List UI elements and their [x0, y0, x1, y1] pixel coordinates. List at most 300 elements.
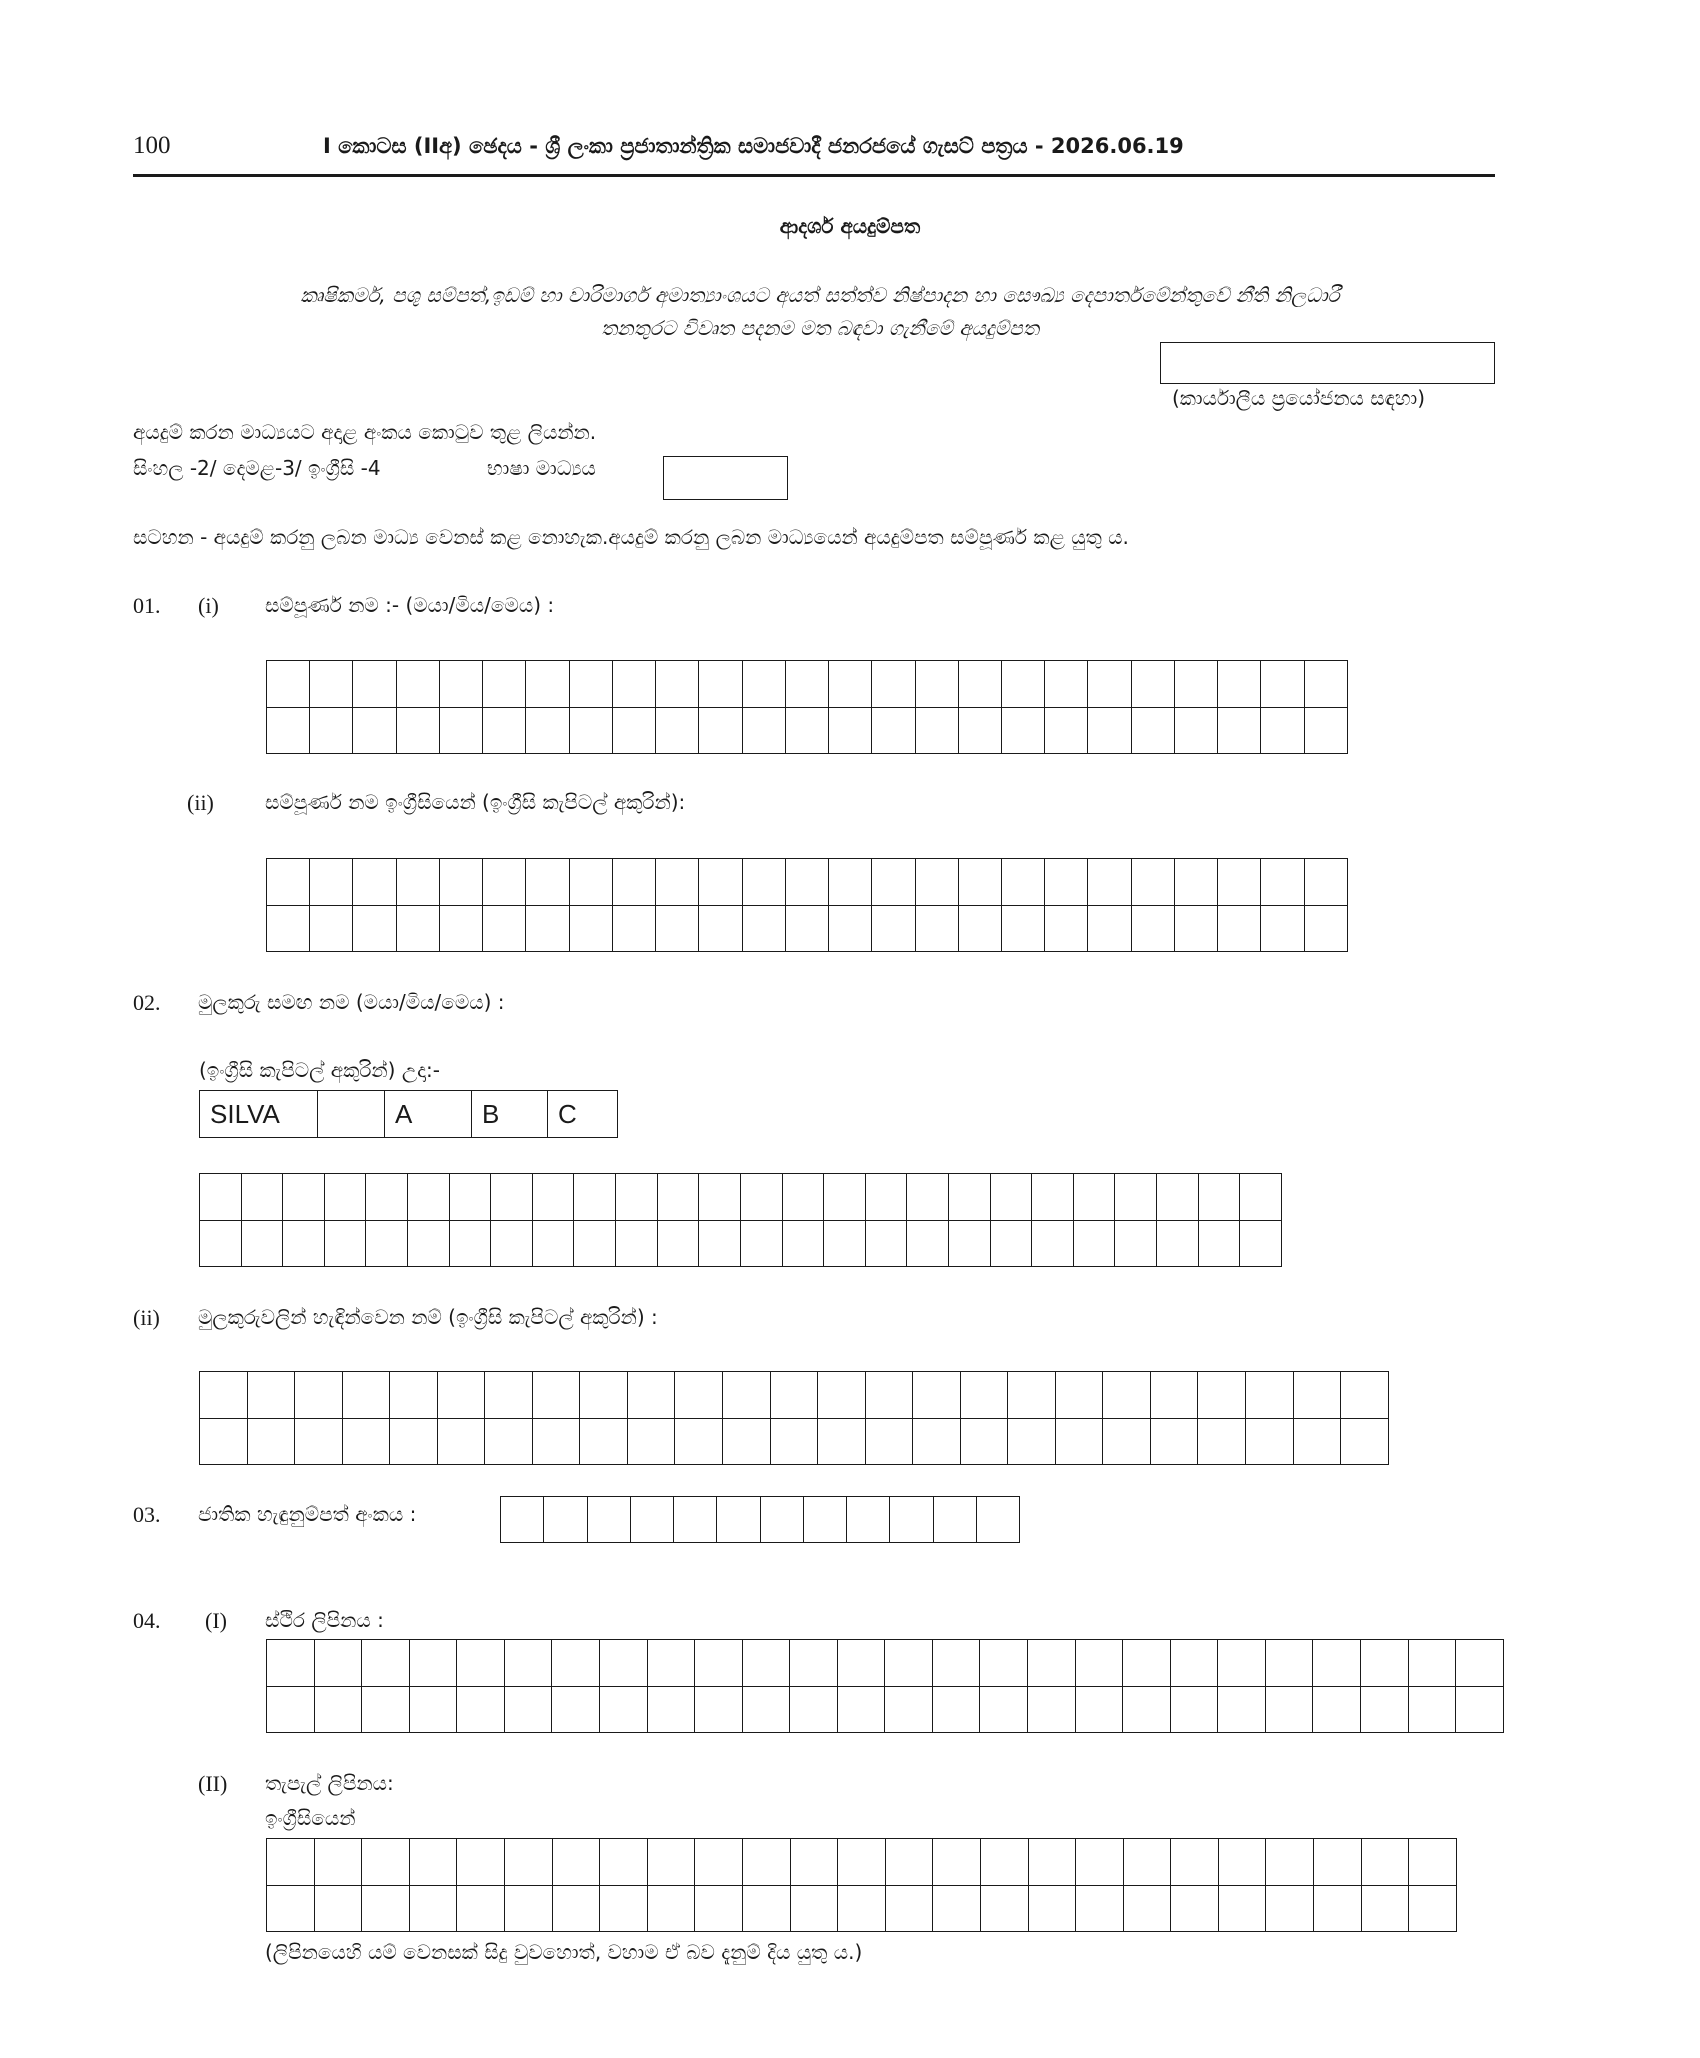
grid-cell[interactable] — [1261, 859, 1304, 906]
grid-cell[interactable] — [948, 1220, 990, 1267]
grid-cell[interactable] — [504, 1686, 552, 1733]
grid-cell[interactable] — [976, 1497, 1019, 1543]
grid-cell[interactable] — [990, 1174, 1032, 1221]
grid-cell[interactable] — [485, 1372, 533, 1419]
grid-cell[interactable] — [1115, 1220, 1157, 1267]
grid-cell[interactable] — [449, 1174, 491, 1221]
grid-cell[interactable] — [699, 859, 742, 906]
grid-cell[interactable] — [1103, 1372, 1151, 1419]
grid-cell[interactable] — [1088, 905, 1131, 952]
grid-cell[interactable] — [872, 707, 915, 754]
grid-cell[interactable] — [267, 1686, 315, 1733]
full-name-english-grid[interactable] — [266, 858, 1348, 952]
grid-cell[interactable] — [485, 1418, 533, 1465]
grid-cell[interactable] — [569, 661, 612, 708]
grid-cell[interactable] — [552, 1640, 600, 1687]
grid-cell[interactable] — [1131, 859, 1174, 906]
grid-cell[interactable] — [612, 859, 655, 906]
grid-cell[interactable] — [790, 1686, 838, 1733]
grid-cell[interactable] — [457, 1640, 505, 1687]
grid-cell[interactable] — [612, 707, 655, 754]
grid-cell[interactable] — [449, 1220, 491, 1267]
grid-cell[interactable] — [1032, 1220, 1074, 1267]
grid-cell[interactable] — [267, 905, 310, 952]
grid-cell[interactable] — [872, 859, 915, 906]
grid-cell[interactable] — [1028, 1885, 1076, 1932]
grid-cell[interactable] — [1246, 1372, 1294, 1419]
grid-cell[interactable] — [1361, 1839, 1409, 1886]
grid-cell[interactable] — [872, 905, 915, 952]
grid-cell[interactable] — [1341, 1418, 1389, 1465]
grid-cell[interactable] — [501, 1497, 544, 1543]
grid-cell[interactable] — [353, 859, 396, 906]
grid-cell[interactable] — [552, 1839, 600, 1886]
grid-cell[interactable] — [1001, 707, 1044, 754]
grid-cell[interactable] — [1075, 1640, 1123, 1687]
grid-cell[interactable] — [699, 905, 742, 952]
grid-cell[interactable] — [483, 707, 526, 754]
grid-cell[interactable] — [247, 1372, 295, 1419]
grid-cell[interactable] — [390, 1372, 438, 1419]
grid-cell[interactable] — [790, 1839, 838, 1886]
grid-cell[interactable] — [1174, 661, 1217, 708]
grid-cell[interactable] — [483, 905, 526, 952]
grid-cell[interactable] — [600, 1885, 648, 1932]
grid-cell[interactable] — [437, 1418, 485, 1465]
grid-cell[interactable] — [837, 1686, 885, 1733]
grid-cell[interactable] — [948, 1174, 990, 1221]
nic-number-grid[interactable] — [500, 1496, 1020, 1543]
grid-cell[interactable] — [1131, 661, 1174, 708]
grid-cell[interactable] — [580, 1372, 628, 1419]
grid-cell[interactable] — [1408, 1640, 1456, 1687]
grid-cell[interactable] — [1198, 1418, 1246, 1465]
grid-cell[interactable] — [1055, 1372, 1103, 1419]
grid-cell[interactable] — [310, 859, 353, 906]
grid-cell[interactable] — [1293, 1372, 1341, 1419]
grid-cell[interactable] — [457, 1839, 505, 1886]
grid-cell[interactable] — [1218, 1839, 1266, 1886]
grid-cell[interactable] — [907, 1174, 949, 1221]
grid-cell[interactable] — [390, 1418, 438, 1465]
grid-cell[interactable] — [695, 1640, 743, 1687]
grid-cell[interactable] — [1265, 1686, 1313, 1733]
grid-cell[interactable] — [342, 1418, 390, 1465]
grid-cell[interactable] — [1304, 859, 1347, 906]
grid-cell[interactable] — [362, 1885, 410, 1932]
grid-cell[interactable] — [785, 707, 828, 754]
grid-cell[interactable] — [1360, 1686, 1408, 1733]
grid-cell[interactable] — [314, 1640, 362, 1687]
grid-cell[interactable] — [1198, 1174, 1240, 1221]
grid-cell[interactable] — [782, 1220, 824, 1267]
grid-cell[interactable] — [353, 905, 396, 952]
grid-cell[interactable] — [409, 1839, 457, 1886]
grid-cell[interactable] — [1360, 1640, 1408, 1687]
grid-cell[interactable] — [200, 1174, 242, 1221]
grid-cell[interactable] — [742, 859, 785, 906]
grid-cell[interactable] — [675, 1372, 723, 1419]
grid-cell[interactable] — [829, 661, 872, 708]
grid-cell[interactable] — [675, 1418, 723, 1465]
grid-cell[interactable] — [699, 707, 742, 754]
grid-cell[interactable] — [824, 1174, 866, 1221]
grid-cell[interactable] — [1304, 905, 1347, 952]
grid-cell[interactable] — [1171, 1885, 1219, 1932]
grid-cell[interactable] — [647, 1686, 695, 1733]
grid-cell[interactable] — [409, 1640, 457, 1687]
grid-cell[interactable] — [504, 1640, 552, 1687]
grid-cell[interactable] — [396, 707, 439, 754]
grid-cell[interactable] — [890, 1497, 933, 1543]
grid-cell[interactable] — [1409, 1885, 1457, 1932]
grid-cell[interactable] — [1456, 1640, 1504, 1687]
grid-cell[interactable] — [599, 1640, 647, 1687]
grid-cell[interactable] — [958, 905, 1001, 952]
grid-cell[interactable] — [782, 1174, 824, 1221]
grid-cell[interactable] — [599, 1686, 647, 1733]
grid-cell[interactable] — [1055, 1418, 1103, 1465]
grid-cell[interactable] — [647, 1839, 695, 1886]
grid-cell[interactable] — [569, 905, 612, 952]
grid-cell[interactable] — [1123, 1885, 1171, 1932]
grid-cell[interactable] — [885, 1839, 933, 1886]
grid-cell[interactable] — [785, 859, 828, 906]
grid-cell[interactable] — [574, 1174, 616, 1221]
grid-cell[interactable] — [552, 1885, 600, 1932]
grid-cell[interactable] — [1313, 1686, 1361, 1733]
grid-cell[interactable] — [1131, 905, 1174, 952]
grid-cell[interactable] — [742, 661, 785, 708]
grid-cell[interactable] — [885, 1885, 933, 1932]
grid-cell[interactable] — [915, 707, 958, 754]
grid-cell[interactable] — [760, 1497, 803, 1543]
grid-cell[interactable] — [362, 1839, 410, 1886]
grid-cell[interactable] — [1028, 1839, 1076, 1886]
grid-cell[interactable] — [933, 1885, 981, 1932]
grid-cell[interactable] — [1088, 661, 1131, 708]
grid-cell[interactable] — [439, 661, 482, 708]
grid-cell[interactable] — [933, 1839, 981, 1886]
grid-cell[interactable] — [1314, 1885, 1362, 1932]
grid-cell[interactable] — [1174, 859, 1217, 906]
grid-cell[interactable] — [1150, 1372, 1198, 1419]
grid-cell[interactable] — [885, 1640, 933, 1687]
grid-cell[interactable] — [1218, 905, 1261, 952]
grid-cell[interactable] — [1088, 707, 1131, 754]
grid-cell[interactable] — [980, 1839, 1028, 1886]
grid-cell[interactable] — [838, 1885, 886, 1932]
grid-cell[interactable] — [552, 1686, 600, 1733]
grid-cell[interactable] — [1001, 661, 1044, 708]
grid-cell[interactable] — [314, 1686, 362, 1733]
grid-cell[interactable] — [1408, 1686, 1456, 1733]
grid-cell[interactable] — [569, 707, 612, 754]
grid-cell[interactable] — [1075, 1686, 1123, 1733]
grid-cell[interactable] — [544, 1497, 587, 1543]
full-name-sinhala-grid[interactable] — [266, 660, 1348, 754]
grid-cell[interactable] — [1261, 905, 1304, 952]
grid-cell[interactable] — [580, 1418, 628, 1465]
grid-cell[interactable] — [1313, 1640, 1361, 1687]
grid-cell[interactable] — [865, 1174, 907, 1221]
grid-cell[interactable] — [980, 1885, 1028, 1932]
grid-cell[interactable] — [439, 859, 482, 906]
grid-cell[interactable] — [1304, 707, 1347, 754]
grid-cell[interactable] — [980, 1686, 1028, 1733]
grid-cell[interactable] — [1240, 1220, 1282, 1267]
grid-cell[interactable] — [740, 1220, 782, 1267]
grid-cell[interactable] — [695, 1686, 743, 1733]
grid-cell[interactable] — [267, 1885, 315, 1932]
grid-cell[interactable] — [1157, 1174, 1199, 1221]
grid-cell[interactable] — [695, 1839, 743, 1886]
grid-cell[interactable] — [1240, 1174, 1282, 1221]
grid-cell[interactable] — [818, 1372, 866, 1419]
grid-cell[interactable] — [504, 1839, 552, 1886]
grid-cell[interactable] — [790, 1885, 838, 1932]
grid-cell[interactable] — [1218, 707, 1261, 754]
grid-cell[interactable] — [267, 1640, 315, 1687]
grid-cell[interactable] — [491, 1220, 533, 1267]
grid-cell[interactable] — [295, 1418, 343, 1465]
grid-cell[interactable] — [1076, 1885, 1124, 1932]
grid-cell[interactable] — [408, 1220, 450, 1267]
grid-cell[interactable] — [837, 1640, 885, 1687]
grid-cell[interactable] — [1304, 661, 1347, 708]
grid-cell[interactable] — [1170, 1686, 1218, 1733]
grid-cell[interactable] — [491, 1174, 533, 1221]
grid-cell[interactable] — [1218, 1686, 1266, 1733]
grid-cell[interactable] — [200, 1418, 248, 1465]
grid-cell[interactable] — [829, 707, 872, 754]
grid-cell[interactable] — [439, 707, 482, 754]
grid-cell[interactable] — [396, 859, 439, 906]
grid-cell[interactable] — [1088, 859, 1131, 906]
grid-cell[interactable] — [616, 1174, 658, 1221]
grid-cell[interactable] — [483, 859, 526, 906]
grid-cell[interactable] — [932, 1686, 980, 1733]
grid-cell[interactable] — [1123, 1839, 1171, 1886]
permanent-address-grid[interactable] — [266, 1639, 1504, 1733]
grid-cell[interactable] — [587, 1497, 630, 1543]
grid-cell[interactable] — [532, 1220, 574, 1267]
grid-cell[interactable] — [200, 1372, 248, 1419]
grid-cell[interactable] — [932, 1640, 980, 1687]
grid-cell[interactable] — [324, 1220, 366, 1267]
grid-cell[interactable] — [295, 1372, 343, 1419]
grid-cell[interactable] — [1456, 1686, 1504, 1733]
postal-address-grid[interactable] — [266, 1838, 1457, 1932]
grid-cell[interactable] — [699, 1220, 741, 1267]
grid-cell[interactable] — [1045, 707, 1088, 754]
grid-cell[interactable] — [200, 1220, 242, 1267]
grid-cell[interactable] — [247, 1418, 295, 1465]
grid-cell[interactable] — [439, 905, 482, 952]
grid-cell[interactable] — [1045, 661, 1088, 708]
grid-cell[interactable] — [241, 1174, 283, 1221]
grid-cell[interactable] — [847, 1497, 890, 1543]
grid-cell[interactable] — [483, 661, 526, 708]
grid-cell[interactable] — [1341, 1372, 1389, 1419]
grid-cell[interactable] — [723, 1418, 771, 1465]
grid-cell[interactable] — [699, 1174, 741, 1221]
grid-cell[interactable] — [656, 905, 699, 952]
medium-input-box[interactable] — [663, 456, 788, 500]
grid-cell[interactable] — [366, 1174, 408, 1221]
grid-cell[interactable] — [1170, 1640, 1218, 1687]
grid-cell[interactable] — [657, 1174, 699, 1221]
grid-cell[interactable] — [569, 859, 612, 906]
grid-cell[interactable] — [1123, 1640, 1171, 1687]
grid-cell[interactable] — [1218, 859, 1261, 906]
grid-cell[interactable] — [627, 1418, 675, 1465]
grid-cell[interactable] — [695, 1885, 743, 1932]
grid-cell[interactable] — [717, 1497, 760, 1543]
grid-cell[interactable] — [396, 905, 439, 952]
grid-cell[interactable] — [865, 1220, 907, 1267]
grid-cell[interactable] — [457, 1885, 505, 1932]
grid-cell[interactable] — [310, 661, 353, 708]
grid-cell[interactable] — [574, 1220, 616, 1267]
grid-cell[interactable] — [396, 661, 439, 708]
grid-cell[interactable] — [647, 1885, 695, 1932]
name-with-initials-grid[interactable] — [199, 1173, 1282, 1267]
grid-cell[interactable] — [1261, 707, 1304, 754]
grid-cell[interactable] — [1218, 1640, 1266, 1687]
grid-cell[interactable] — [742, 1885, 790, 1932]
grid-cell[interactable] — [1001, 905, 1044, 952]
grid-cell[interactable] — [933, 1497, 976, 1543]
grid-cell[interactable] — [913, 1372, 961, 1419]
grid-cell[interactable] — [283, 1174, 325, 1221]
grid-cell[interactable] — [885, 1686, 933, 1733]
grid-cell[interactable] — [838, 1839, 886, 1886]
grid-cell[interactable] — [600, 1839, 648, 1886]
grid-cell[interactable] — [1266, 1885, 1314, 1932]
grid-cell[interactable] — [1131, 707, 1174, 754]
grid-cell[interactable] — [829, 905, 872, 952]
grid-cell[interactable] — [1198, 1220, 1240, 1267]
grid-cell[interactable] — [1032, 1174, 1074, 1221]
grid-cell[interactable] — [267, 707, 310, 754]
grid-cell[interactable] — [980, 1640, 1028, 1687]
grid-cell[interactable] — [310, 707, 353, 754]
grid-cell[interactable] — [1045, 859, 1088, 906]
grid-cell[interactable] — [526, 661, 569, 708]
grid-cell[interactable] — [1045, 905, 1088, 952]
grid-cell[interactable] — [915, 905, 958, 952]
grid-cell[interactable] — [1001, 859, 1044, 906]
grid-cell[interactable] — [627, 1372, 675, 1419]
grid-cell[interactable] — [1218, 661, 1261, 708]
grid-cell[interactable] — [1171, 1839, 1219, 1886]
grid-cell[interactable] — [740, 1174, 782, 1221]
grid-cell[interactable] — [1246, 1418, 1294, 1465]
grid-cell[interactable] — [310, 905, 353, 952]
grid-cell[interactable] — [532, 1174, 574, 1221]
grid-cell[interactable] — [1123, 1686, 1171, 1733]
grid-cell[interactable] — [1008, 1418, 1056, 1465]
grid-cell[interactable] — [742, 1839, 790, 1886]
grid-cell[interactable] — [1008, 1372, 1056, 1419]
grid-cell[interactable] — [1266, 1839, 1314, 1886]
grid-cell[interactable] — [314, 1839, 362, 1886]
grid-cell[interactable] — [1073, 1220, 1115, 1267]
grid-cell[interactable] — [1293, 1418, 1341, 1465]
grid-cell[interactable] — [353, 661, 396, 708]
grid-cell[interactable] — [785, 905, 828, 952]
grid-cell[interactable] — [958, 661, 1001, 708]
grid-cell[interactable] — [990, 1220, 1032, 1267]
grid-cell[interactable] — [526, 707, 569, 754]
grid-cell[interactable] — [612, 661, 655, 708]
grid-cell[interactable] — [314, 1885, 362, 1932]
grid-cell[interactable] — [770, 1372, 818, 1419]
grid-cell[interactable] — [742, 905, 785, 952]
grid-cell[interactable] — [770, 1418, 818, 1465]
grid-cell[interactable] — [267, 1839, 315, 1886]
grid-cell[interactable] — [656, 661, 699, 708]
grid-cell[interactable] — [656, 707, 699, 754]
grid-cell[interactable] — [504, 1885, 552, 1932]
grid-cell[interactable] — [785, 661, 828, 708]
grid-cell[interactable] — [1361, 1885, 1409, 1932]
grid-cell[interactable] — [674, 1497, 717, 1543]
grid-cell[interactable] — [1076, 1839, 1124, 1886]
grid-cell[interactable] — [818, 1418, 866, 1465]
grid-cell[interactable] — [362, 1640, 410, 1687]
grid-cell[interactable] — [742, 1640, 790, 1687]
names-denoted-by-initials-grid[interactable] — [199, 1371, 1389, 1465]
grid-cell[interactable] — [532, 1418, 580, 1465]
grid-cell[interactable] — [457, 1686, 505, 1733]
grid-cell[interactable] — [647, 1640, 695, 1687]
grid-cell[interactable] — [1198, 1372, 1246, 1419]
grid-cell[interactable] — [1261, 661, 1304, 708]
grid-cell[interactable] — [1157, 1220, 1199, 1267]
grid-cell[interactable] — [267, 661, 310, 708]
grid-cell[interactable] — [342, 1372, 390, 1419]
grid-cell[interactable] — [630, 1497, 673, 1543]
grid-cell[interactable] — [865, 1418, 913, 1465]
grid-cell[interactable] — [656, 859, 699, 906]
grid-cell[interactable] — [612, 905, 655, 952]
grid-cell[interactable] — [409, 1686, 457, 1733]
grid-cell[interactable] — [1218, 1885, 1266, 1932]
grid-cell[interactable] — [699, 661, 742, 708]
grid-cell[interactable] — [1174, 707, 1217, 754]
grid-cell[interactable] — [790, 1640, 838, 1687]
grid-cell[interactable] — [1028, 1686, 1076, 1733]
grid-cell[interactable] — [1028, 1640, 1076, 1687]
grid-cell[interactable] — [267, 859, 310, 906]
grid-cell[interactable] — [366, 1220, 408, 1267]
grid-cell[interactable] — [1073, 1174, 1115, 1221]
grid-cell[interactable] — [872, 661, 915, 708]
grid-cell[interactable] — [960, 1418, 1008, 1465]
grid-cell[interactable] — [1174, 905, 1217, 952]
grid-cell[interactable] — [526, 905, 569, 952]
grid-cell[interactable] — [532, 1372, 580, 1419]
grid-cell[interactable] — [1115, 1174, 1157, 1221]
grid-cell[interactable] — [742, 707, 785, 754]
office-use-box[interactable] — [1160, 342, 1495, 384]
grid-cell[interactable] — [824, 1220, 866, 1267]
grid-cell[interactable] — [1150, 1418, 1198, 1465]
grid-cell[interactable] — [657, 1220, 699, 1267]
grid-cell[interactable] — [353, 707, 396, 754]
